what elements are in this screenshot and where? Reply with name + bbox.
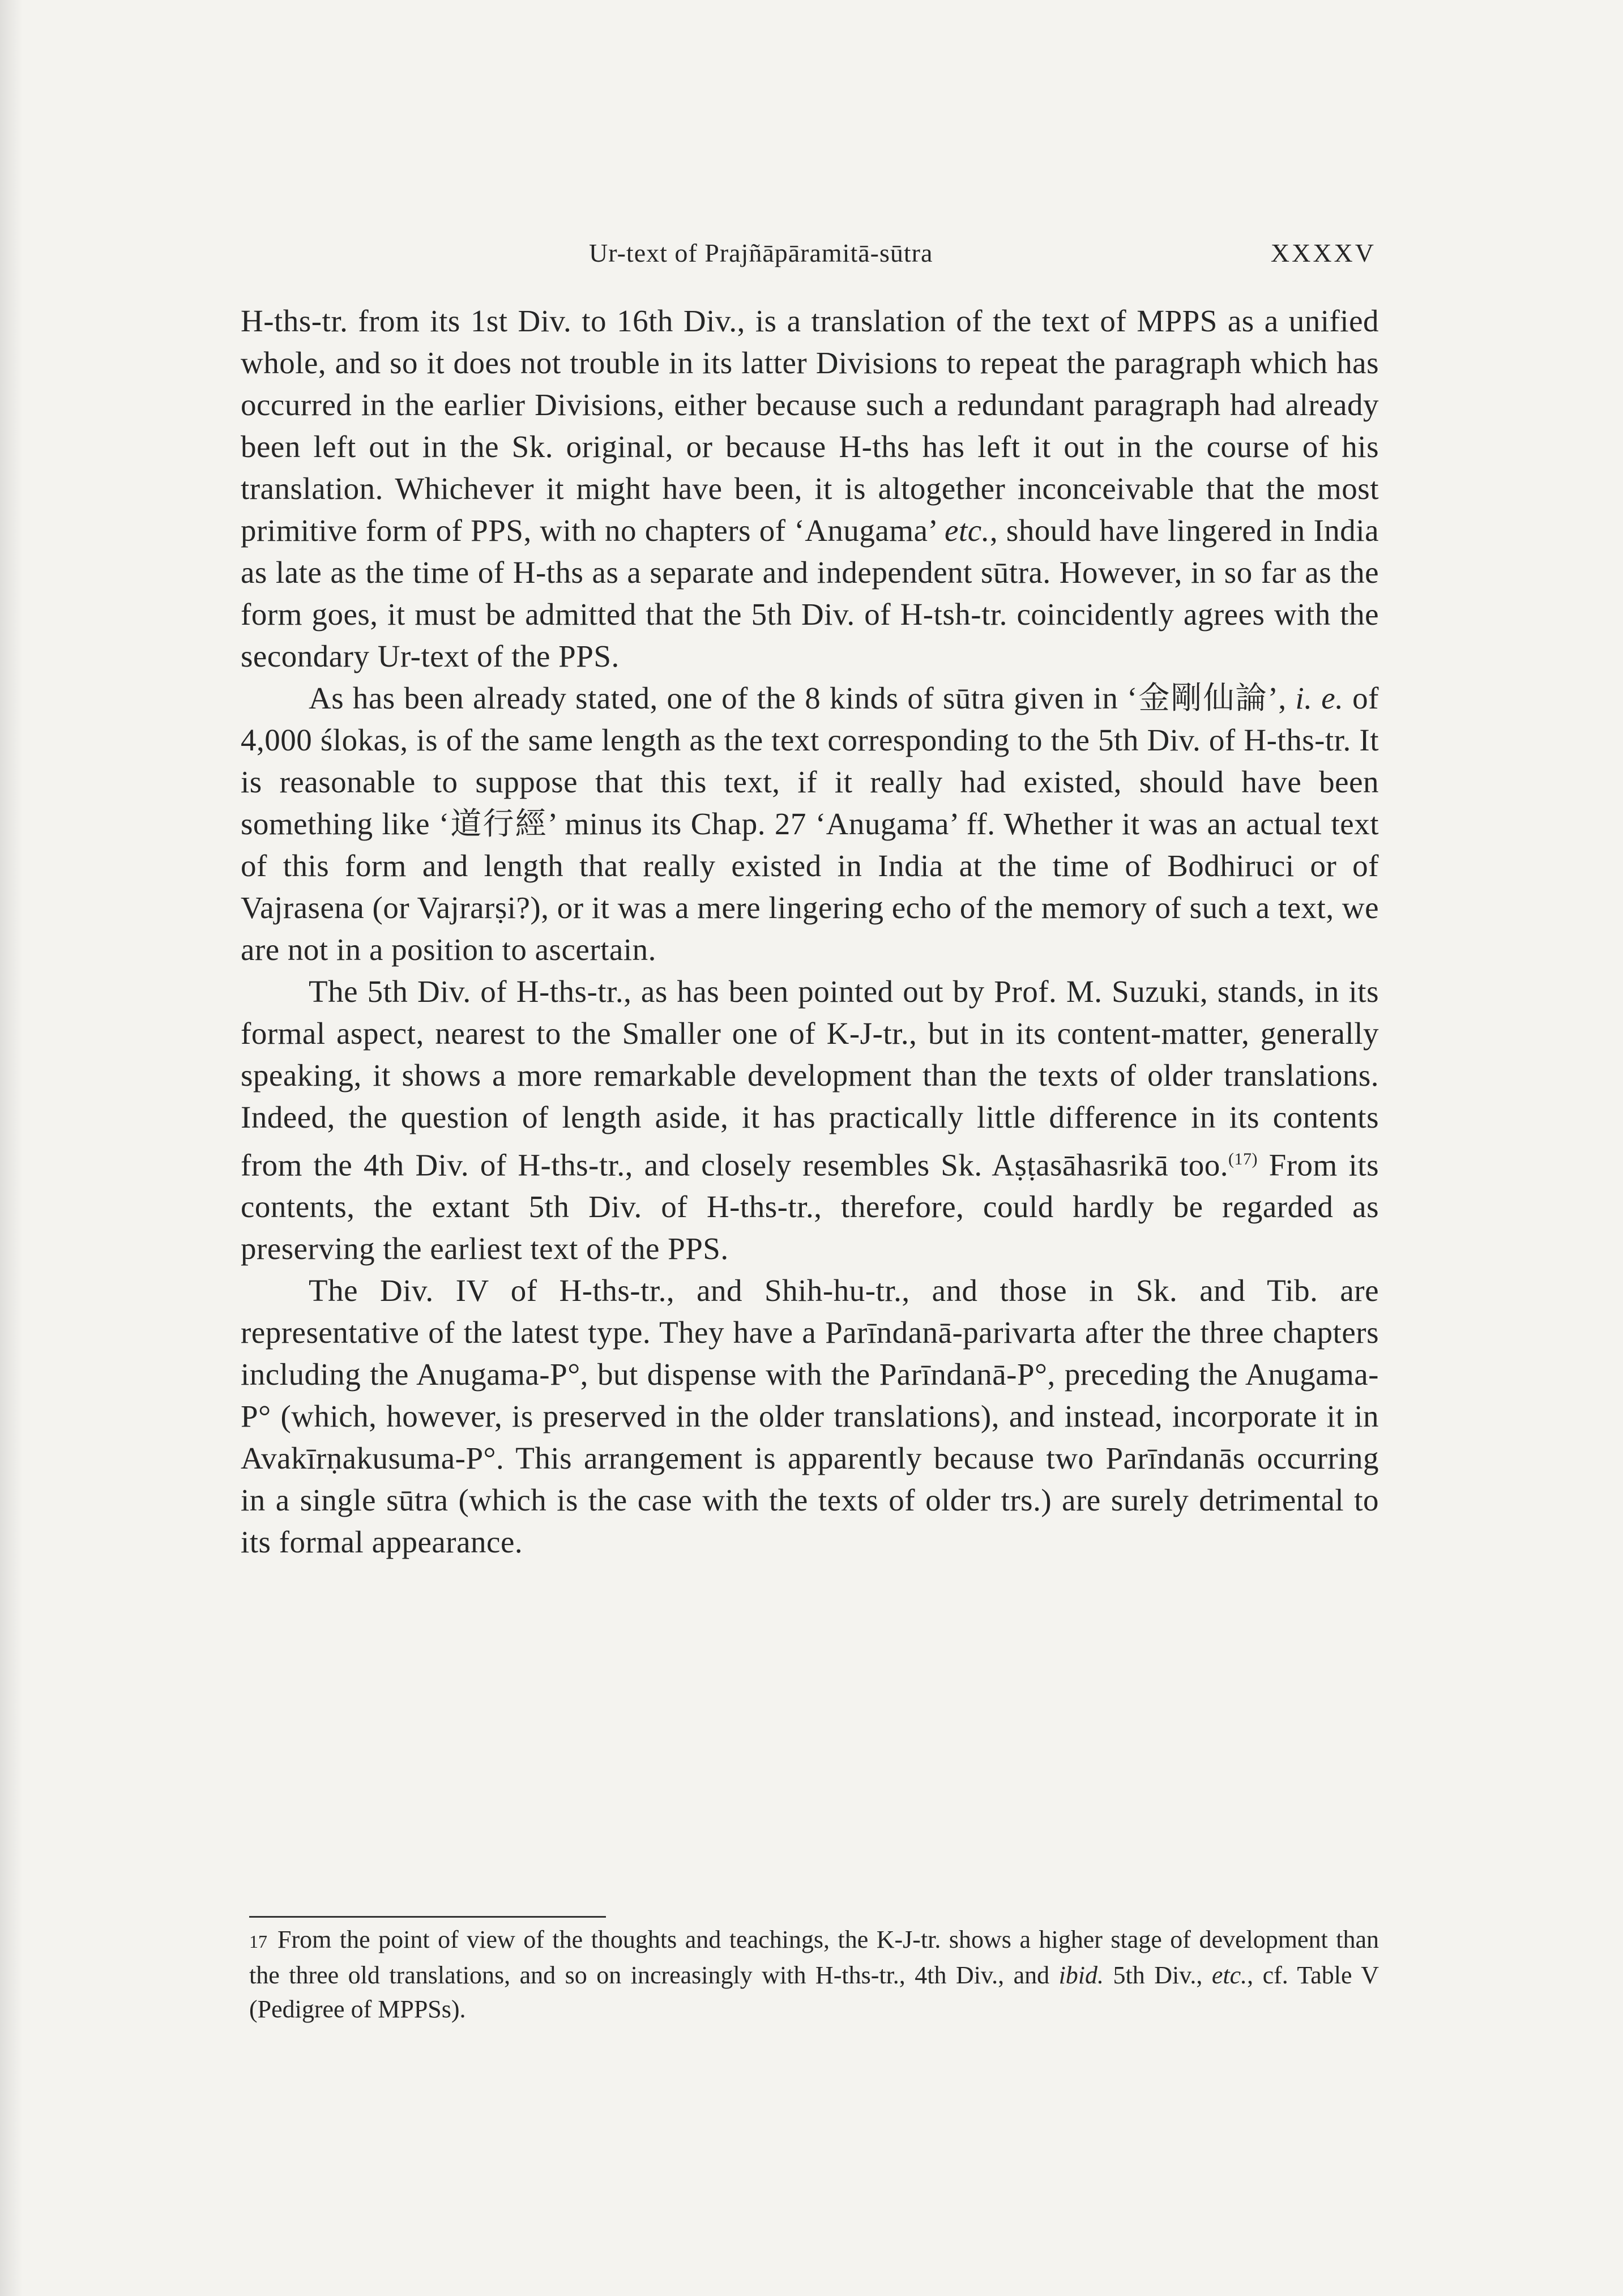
page-number: XXXXV	[1270, 238, 1376, 267]
footnote-17: 17 From the point of view of the thoughts and teachings, the K-J-tr. shows a higher stage of development than the three old translations, and so on increasingly with H-ths-tr., 4th Div., and ibid. 5th Div., etc., cf. Table V (Pedigree of MPPSs).	[249, 1926, 1379, 2023]
footnote-separator	[249, 1916, 606, 1918]
running-title: Ur-text of Prajñāpāramitā-sūtra	[589, 238, 933, 267]
paragraph-3: The 5th Div. of H-ths-tr., as has been pointed out by Prof. M. Suzuki, stands, in its formal aspect, nearest to the Smaller one of K-J-tr., but in its content-matter, generally speaking, it shows a more remarkable development than the texts of older translations. Indeed, the question of length aside, it has practically little difference in its contents from the 4th Div. of H-ths-tr., and closely resembles Sk. Aṣṭasāhasrikā too.$^{(17)}$ From its contents, the extant 5th Div. of H-ths-tr., therefore, could hardly be regarded as preserving the earliest text of the PPS.	[241, 974, 1379, 1266]
footnote-number: 17	[249, 1931, 267, 1952]
running-header	[244, 238, 1376, 278]
paragraph-4: The Div. IV of H-ths-tr., and Shih-hu-tr., and those in Sk. and Tib. are representative of the latest type. They have a Parīndanā-parivarta after the three chapters including the Anugama-P°, but dispense with the Parīndanā-P°, preceding the Anugama-P° (which, however, is preserved in the older translations), and instead, incorporate it in Avakīrṇakusuma-P°. This arrangement is apparently because two Parīndanās occurring in a single sūtra (which is the case with the texts of older trs.) are surely detrimental to its formal appearance.	[241, 1273, 1379, 1560]
paragraph-2: As has been already stated, one of the 8 kinds of sūtra given in ‘金剛仙論’, i. e. of 4,000 ślokas, is of the same length as the text corresponding to the 5th Div. of H-ths-tr. It is reasonable to suppose that this text, if it really had existed, should have been something like ‘道行經’ minus its Chap. 27 ‘Anugama’ ff. Whether it was an actual text of this form and length that really existed in India at the time of Bodhiruci or of Vajrasena (or Vajrarṣi?), or it was a mere lingering echo of the memory of such a text, we are not in a position to ascertain.	[241, 681, 1379, 967]
body-text	[241, 300, 1379, 1563]
footnote-ref-17: (17)	[1228, 1150, 1258, 1168]
paragraph-1: H-ths-tr. from its 1st Div. to 16th Div., is a translation of the text of MPPS as a unified whole, and so it does not trouble in its latter Divisions to repeat the paragraph which has occurred in the earlier Divisions, either because such a redundant paragraph had already been left out in the Sk. original, or because H-ths has left it out in the course of his translation. Whichever it might have been, it is altogether inconceivable that the most primitive form of PPS, with no chapters of ‘Anugama’ etc., should have lingered in India as late as the time of H-ths as a separate and independent sūtra. However, in so far as the form goes, it must be admitted that the 5th Div. of H-tsh-tr. coincidently agrees with the secondary Ur-text of the PPS.	[241, 304, 1379, 673]
scan-edge-shadow	[0, 0, 23, 2296]
